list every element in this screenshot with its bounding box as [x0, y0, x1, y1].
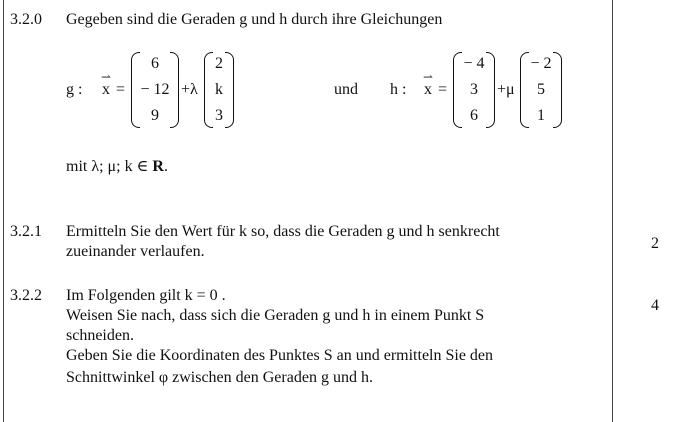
- h-direction-vector: [520, 52, 562, 128]
- task-3-2-1-points: 2: [651, 235, 659, 252]
- h-point-z: 6: [470, 107, 478, 124]
- task-number-3-2-1: 3.2.1: [10, 223, 42, 240]
- g-x-letter: x: [102, 81, 110, 98]
- plus-mu: +μ: [497, 81, 515, 98]
- vector-arrow-icon: ⇀: [423, 70, 434, 84]
- task-3-2-2-line-1: Im Folgenden gilt k = 0 .: [66, 287, 226, 304]
- task-3-2-2-line-5: Schnittwinkel φ zwischen den Geraden g und h.: [66, 369, 373, 386]
- h-equals: =: [438, 81, 448, 98]
- h-dir-x: − 2: [530, 55, 552, 72]
- h-label: h :: [390, 81, 407, 98]
- g-label: g :: [66, 81, 83, 98]
- parameter-domain-text: mit λ; μ; k ∈: [66, 158, 149, 175]
- g-equals: =: [116, 81, 126, 98]
- task-3-2-2-points: 4: [651, 297, 659, 314]
- task-3-2-2-line-4: Geben Sie die Koordinaten des Punktes S an und ermitteln Sie den: [66, 347, 494, 364]
- g-point-vector: [131, 52, 179, 128]
- g-dir-x: 2: [215, 55, 223, 72]
- task-3-2-1-line-1: Ermitteln Sie den Wert für k so, dass die Geraden g und h senkrecht: [66, 223, 500, 240]
- task-3-2-2-line-2: Weisen Sie nach, dass sich die Geraden g und h in einem Punkt S: [66, 307, 485, 324]
- task-3-2-1-line-2: zueinander verlaufen.: [66, 243, 205, 260]
- g-direction-vector: [204, 52, 234, 128]
- g-dir-z: 3: [215, 107, 223, 124]
- parameter-domain: [66, 157, 168, 177]
- task-number-3-2-0: 3.2.0: [10, 11, 42, 28]
- g-point-z: 9: [151, 107, 159, 124]
- h-point-y: 3: [470, 81, 478, 98]
- task-intro: Gegeben sind die Geraden g und h durch ihre Gleichungen: [66, 11, 443, 28]
- g-point-x: 6: [151, 55, 159, 72]
- h-dir-y: 5: [537, 81, 545, 98]
- h-dir-z: 1: [537, 107, 545, 124]
- h-x-letter: x: [424, 81, 432, 98]
- left-border: [3, 0, 4, 422]
- task-3-2-2-line-3: schneiden.: [66, 327, 134, 344]
- points-column-divider: [612, 0, 613, 422]
- g-dir-y: k: [215, 81, 223, 98]
- und-word: und: [334, 81, 358, 98]
- parameter-domain-period: .: [163, 158, 168, 175]
- real-numbers-symbol: R: [152, 158, 164, 175]
- h-point-vector: [453, 52, 495, 128]
- g-point-y: − 12: [140, 81, 170, 98]
- vector-arrow-icon: ⇀: [101, 70, 112, 84]
- plus-lambda: +λ: [181, 81, 198, 98]
- task-number-3-2-2: 3.2.2: [10, 287, 42, 304]
- h-point-x: − 4: [463, 55, 485, 72]
